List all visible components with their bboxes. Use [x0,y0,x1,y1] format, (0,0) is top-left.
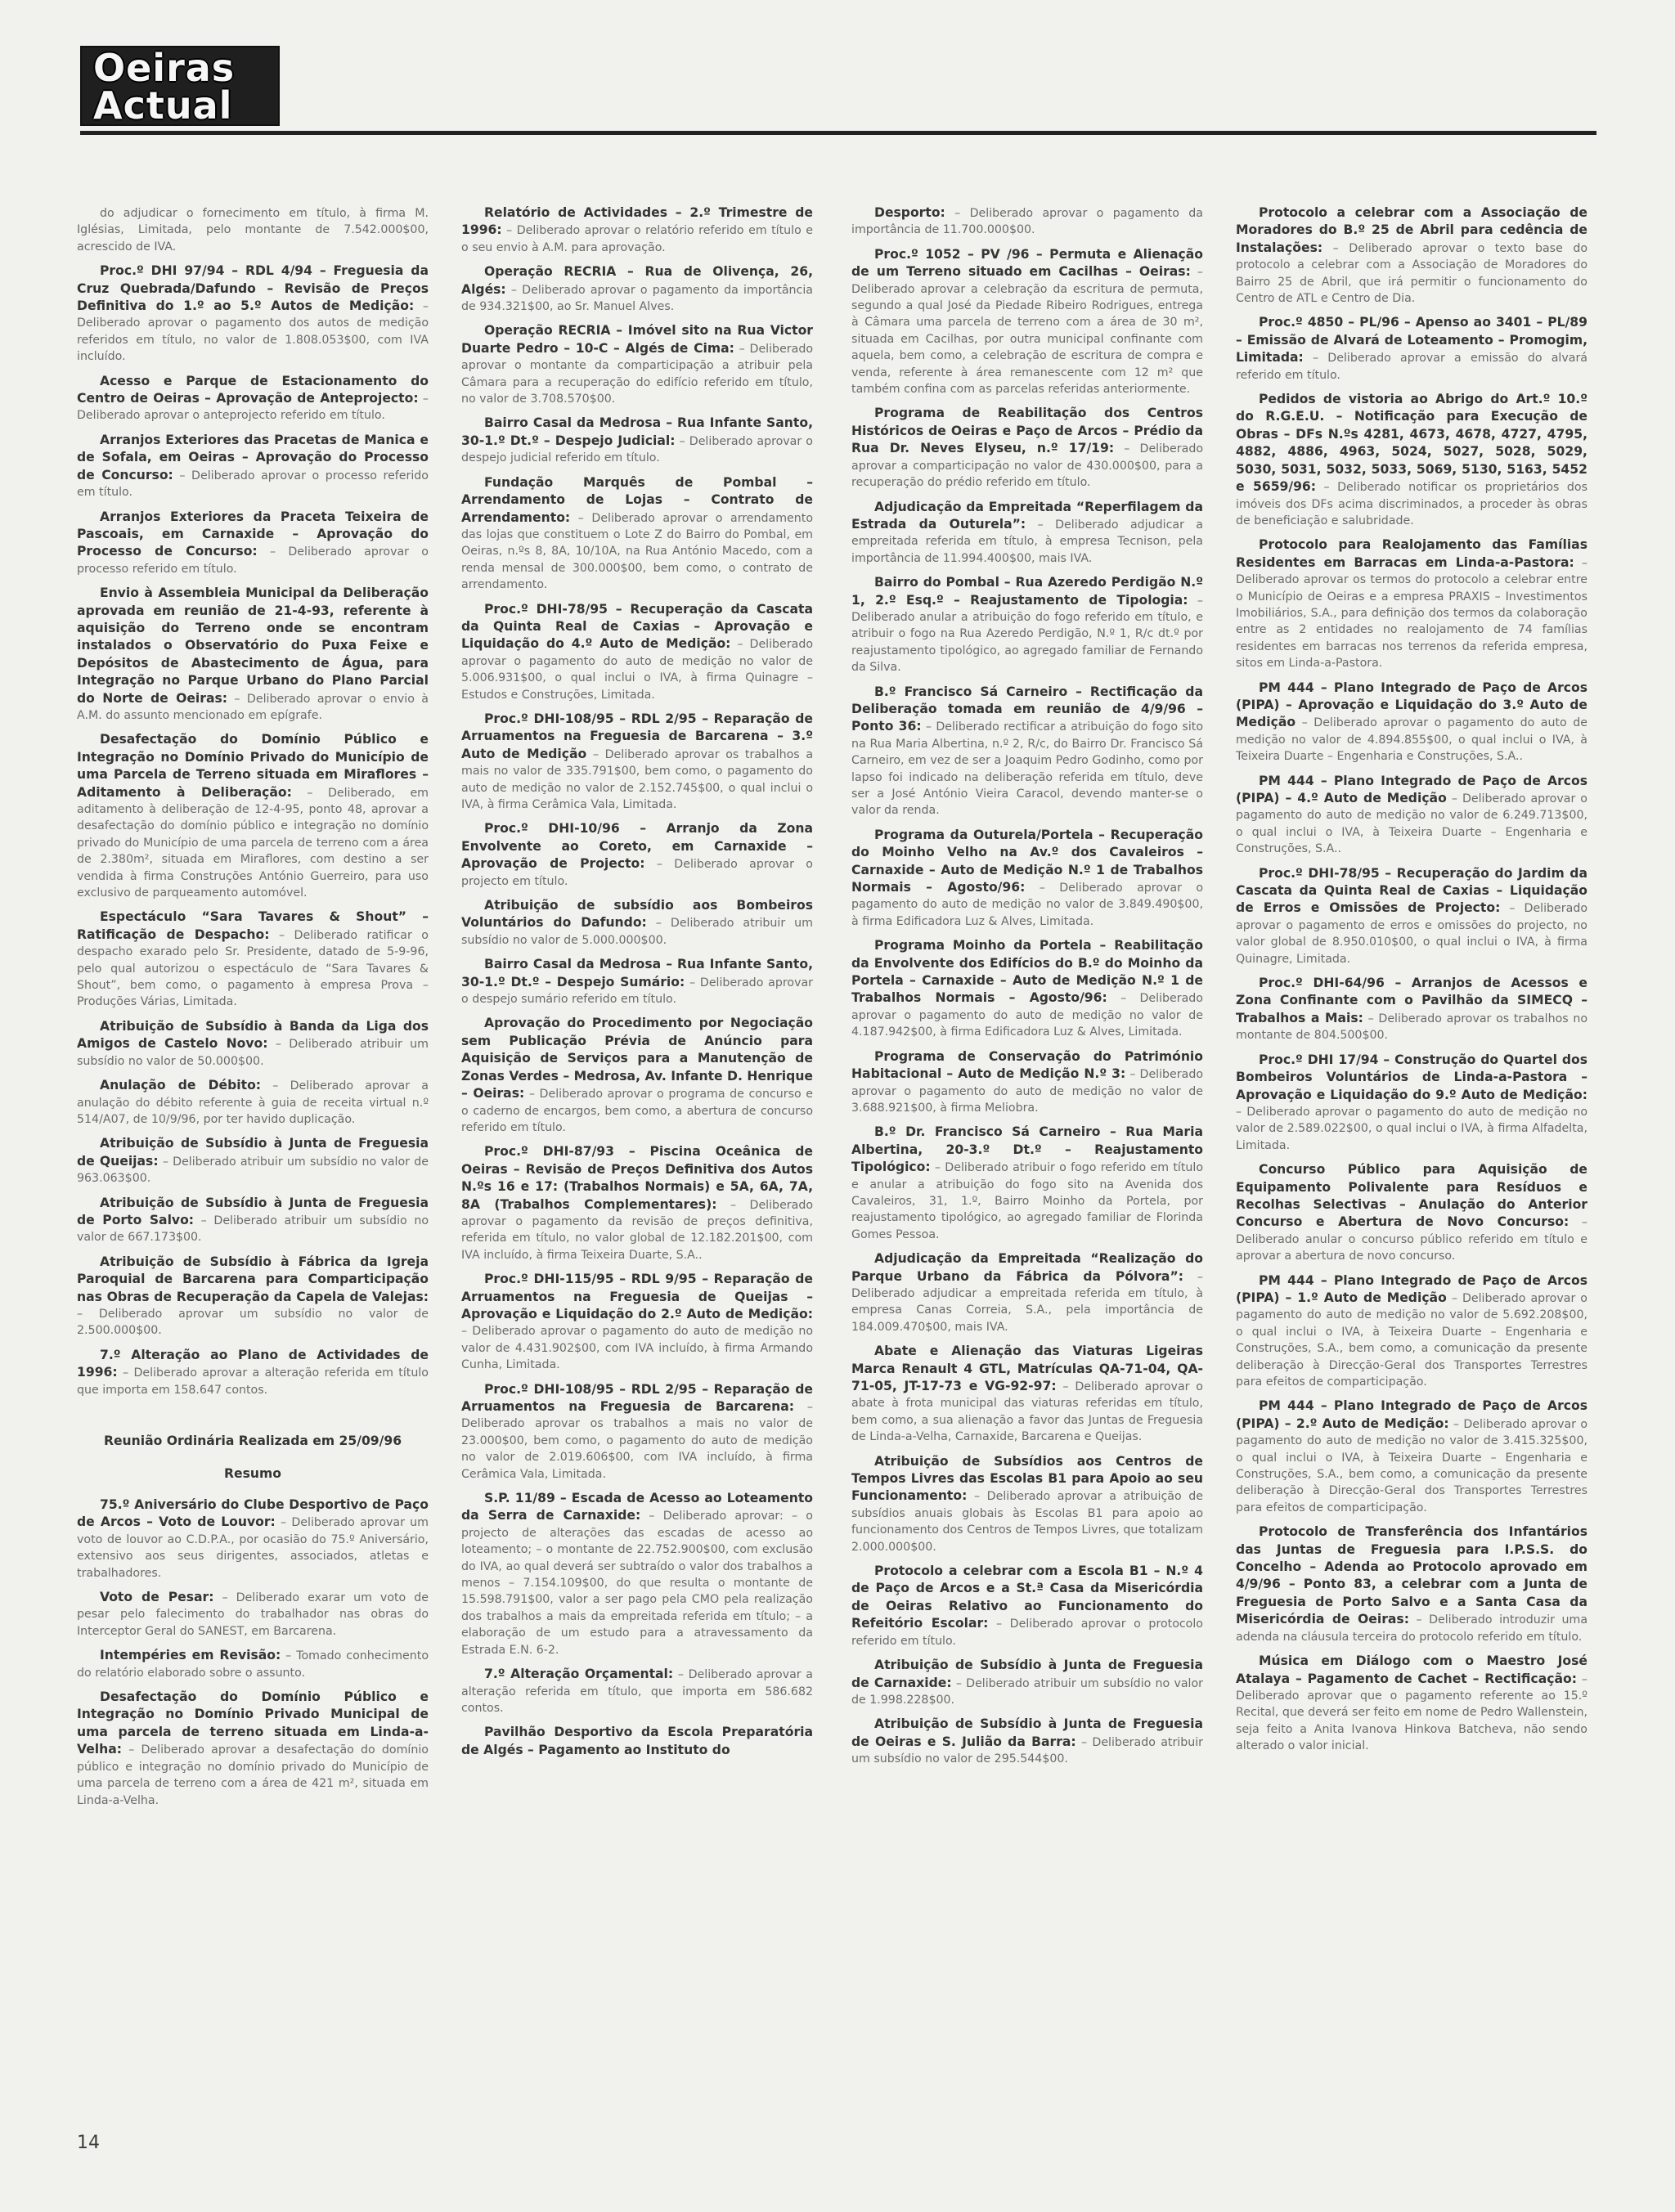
item-text: – Deliberado aprovar o arrendamento das lojas que constituem o Lote Z do Bairro do Pombal, em Oeiras, n.ºs 8, 8A, 10/10A, na Rua António Macedo, com a renda mensal de 300.000$00, bem como, o contrato de arrendamento. [461,511,813,592]
item-heading: Desafectação do Domínio Público e Integração no Domínio Privado Municipal de uma parcela de terreno situada em Linda-a-Velha: [77,1689,429,1757]
item-text: – Deliberado adjudicar a empreitada referida em título, à empresa Tecnison, pela importância de 11.994.400$00, mais IVA. [851,518,1203,565]
minute-item [461,1724,813,1759]
item-heading: Desporto: [874,205,945,220]
minute-item [77,731,429,901]
item-text: – Deliberado aprovar o texto base do protocolo a celebrar com a Associação de Moradores do Bairro 25 de Abril, que irá permitir o funcionamento do Centro de ATL e Centro de Dia. [1236,241,1587,306]
minute-item [1236,1653,1587,1754]
minute-item [77,1347,429,1398]
minute-item [461,415,813,466]
minute-item [461,474,813,594]
item-heading: B.º Francisco Sá Carneiro – Rectificação da Deliberação tomada em reunião de 4/9/96 – Ponto 36: [851,684,1203,734]
minute-item [851,827,1203,930]
minute-item [851,1250,1203,1335]
item-heading: Proc.º DHI-115/95 – RDL 9/95 – Reparação de Arruamentos na Freguesia de Queijas – Aprovação e Liquidação do 2.º Auto de Medição: [461,1272,813,1321]
section-heading: Resumo [224,1466,281,1481]
item-text: – Deliberado aprovar o processo referido em título. [77,469,429,500]
minute-item [77,1195,429,1246]
item-text: – Deliberado anular a atribuição do fogo referido em título, e atribuir o fogo na Rua Azeredo Perdigão, N.º 1, R/c dt.º por reajustamento tipológico, ao agregado familiar de Fernando da Silva. [851,594,1203,675]
minute-item [1236,1398,1587,1516]
item-text: – Deliberado exarar um voto de pesar pelo falecimento do trabalhador nas obras do Interceptor Geral do SANEST, em Barcarena. [77,1591,429,1638]
item-text: – Deliberado atribuir um subsídio no valor de 1.998.228$00. [851,1676,1203,1707]
item-text: do adjudicar o fornecimento em título, à firma M. Iglésias, Limitada, pelo montante de 7.542.000$00, acrescido de IVA. [77,207,429,254]
item-text: – Deliberado atribuir um subsídio no valor de 50.000$00. [77,1038,429,1068]
minute-item [1236,314,1587,384]
item-text: – Deliberado aprovar o processo referido em título. [77,545,429,576]
item-text: – Deliberado aprovar o protocolo referido em título. [851,1617,1203,1648]
minute-item [1236,1052,1587,1154]
item-heading: Música em Diálogo com o Maestro José Atalaya – Pagamento de Cachet – Rectificação: [1236,1653,1587,1686]
item-text: – Deliberado, em aditamento à deliberação de 12-4-95, ponto 48, aprovar a desafectação do domínio público e integração no domínio privado do Município de uma parcela de terreno com a área de 2.380m², situada em Miraflores, com destino a ser vendida à firma Construções António Guerreiro, para uso exclusivo de parqueamento automóvel. [77,786,429,900]
minute-item [461,956,813,1007]
item-text: – Deliberado aprovar os trabalhos a mais no valor de 23.000$00, bem como, o pagamento do auto de medição no valor de 2.019.606$00, com IVA incluído, à firma Cerâmica Vala, Limitada. [461,1401,813,1481]
item-text: – Deliberado aprovar o anteprojecto referido em título. [77,393,429,423]
item-text: – Deliberado aprovar a atribuição de subsídios anuais globais às Escolas B1 para apoio ao funcionamento dos Centros de Tempos Livres, que totalizam 2.000.000$00. [851,1490,1203,1554]
minute-item [461,1271,813,1373]
item-heading: Operação RECRIA – Rua de Olivença, 26, Algés: [461,264,813,297]
item-heading: S.P. 11/89 – Escada de Acesso ao Loteamento da Serra de Carnaxide: [461,1491,813,1523]
item-heading: Proc.º DHI-78/95 – Recuperação da Cascata da Quinta Real de Caxias – Aprovação e Liquidação do 4.º Auto de Medição: [461,601,813,652]
minute-item [461,1490,813,1658]
item-heading: Proc.º DHI-64/96 – Arranjos de Acessos e Zona Confinante com o Pavilhão da SIMECQ – Trabalhos a Mais: [1236,976,1587,1025]
item-heading: Espectáculo “Sara Tavares & Shout” – Ratificação de Despacho: [77,909,429,942]
minute-item [851,246,1203,398]
minute-item [461,1381,813,1483]
item-text: – Deliberado aprovar o projecto em título. [461,858,813,888]
item-heading: Aprovação do Procedimento por Negociação sem Publicação Prévia de Anúncio para Aquisição de Serviços para a Manutenção de Zonas Verdes – Medrosa, Av. Infante D. Henrique – Oeiras: [461,1016,813,1102]
minute-item [77,1135,429,1187]
minute-item [77,1254,429,1339]
item-heading: PM 444 – Plano Integrado de Paço de Arcos (PIPA) – 2.º Auto de Medição: [1236,1398,1587,1431]
item-text: – Deliberado atribuir um subsídio no valor de 963.063$00. [77,1155,429,1186]
item-text: – Deliberado atribuir um subsídio no valor de 667.173$00. [77,1214,429,1245]
item-heading: Proc.º DHI-10/96 – Arranjo da Zona Envolvente ao Coreto, em Carnaxide – Aprovação de Projecto: [461,821,813,872]
item-text: – Deliberado atribuir o fogo referido em título e anular a atribuição do fogo sito na Avenida dos Cavaleiros, 31, 1.º, Bairro Moinho da Portela, por reajustamento tipológico, ao agregado familiar de Florinda Gomes Pessoa. [851,1161,1203,1241]
item-text: – Deliberado aprovar o pagamento de erros e omissões do projecto, no valor global de 8.950.010$00, o qual inclui o IVA, à firma Quinagre, Limitada. [1236,902,1587,966]
item-text: – Deliberado aprovar o despejo judicial referido em título. [461,434,813,465]
item-heading: Proc.º DHI 17/94 – Construção do Quartel dos Bombeiros Voluntários de Linda-a-Pastora – Aprovação e Liquidação do 9.º Auto de Medição: [1236,1052,1587,1102]
item-text: – Deliberado aprovar o pagamento do auto de medição no valor de 5.006.931$00, o qual inclui o IVA, à firma Quinagre – Estudos e Construções, Limitada. [461,638,813,702]
item-heading: Pavilhão Desportivo da Escola Preparatória de Algés – Pagamento ao Instituto do [461,1725,813,1757]
minute-item [1236,391,1587,529]
item-text: – Deliberado aprovar a alteração referida em título que importa em 158.647 contos. [77,1366,429,1397]
item-text: – Deliberado atribuir um subsídio no valor de 5.000.000$00. [461,917,813,947]
text-column-1 [77,204,429,2110]
text-column-4 [1236,204,1587,2110]
item-heading: B.º Dr. Francisco Sá Carneiro – Rua Maria Albertina, 20-3.º Dt.º – Reajustamento Tipológico: [851,1124,1203,1175]
item-heading: Atribuição de subsídio aos Bombeiros Voluntários do Dafundo: [461,898,813,931]
minute-item [1236,680,1587,765]
item-heading: Adjudicação da Empreitada “Reperfilagem da Estrada da Outurela”: [851,499,1203,532]
minute-item [851,1563,1203,1649]
minute-item [461,263,813,315]
minute-item [77,1496,429,1582]
item-heading: Abate e Alienação das Viaturas Ligeiras Marca Renault 4 GTL, Matrículas QA-71-04, QA-71-05, JT-17-73 e VG-92-97: [851,1344,1203,1393]
minute-item [851,499,1203,568]
minute-item [77,1589,429,1640]
item-heading: Atribuição de Subsídio à Junta de Freguesia de Porto Salvo: [77,1195,429,1227]
minute-item [461,820,813,890]
minute-item [461,1666,813,1716]
item-heading: PM 444 – Plano Integrado de Paço de Arcos (PIPA) – 4.º Auto de Medição [1236,773,1587,805]
item-heading: Atribuição de Subsídio à Banda da Liga dos Amigos de Castelo Novo: [77,1018,429,1052]
item-text: – Deliberado aprovar que o pagamento referente ao 15.º Recital, que deverá ser feito em nome de Pedro Wallenstein, seja feito a Anita Ivanova Hinkova Batcheva, não sendo alterado o valor inicial. [1236,1672,1587,1753]
item-heading: Proc.º DHI-87/93 – Piscina Oceânica de Oeiras – Revisão de Preços Definitiva dos Autos N.ºs 16 e 17: (Trabalhos Normais) e 5A, 6A, 7A, 8A (Trabalhos Complementares): [461,1144,813,1212]
text-column-3 [851,204,1203,2110]
item-text: – Deliberado aprovar o envio à A.M. do assunto mencionado em epígrafe. [77,692,429,722]
item-heading: Protocolo para Realojamento das Famílias Residentes em Barracas em Linda-a-Pastora: [1236,537,1587,570]
minute-item [851,574,1203,675]
minute-item [461,711,813,813]
item-heading: Protocolo de Transferência dos Infantários das Juntas de Freguesia para I.P.S.S. do Concelho – Adenda ao Protocolo aprovado em 4/9/96 – Ponto 83, a celebrar com a Junta de Freguesia de Porto Salvo e a Santa Casa da Misericórdia de Oeiras: [1236,1524,1587,1627]
minute-item [77,585,429,724]
item-heading: Bairro Casal da Medrosa – Rua Infante Santo, 30-1.º Dt.º – Despejo Judicial: [461,415,813,448]
item-heading: Desafectação do Domínio Público e Integração no Domínio Privado do Município de uma Parcela de Terreno situada em Miraflores – Aditamento à Deliberação: [77,732,429,800]
minute-item [1236,975,1587,1044]
item-text: – Deliberado aprovar os trabalhos no montante de 804.500$00. [1236,1012,1587,1043]
item-text: – Deliberado aprovar um subsídio no valor de 2.500.000$00. [77,1307,429,1338]
item-heading: Envio à Assembleia Municipal da Deliberação aprovada em reunião de 21-4-93, referente à aquisição do Terreno onde se encontram instalados o Observatório do Puxa Feixe e Depósitos de Abastecimento de Água, para Integração no Parque Urbano do Plano Parcial do Norte de Oeiras: [77,586,429,706]
item-text: – Deliberado aprovar o pagamento do auto de medição no valor de 3.849.490$00, à firma Edificadora Luz & Alves, Limitada. [851,882,1203,928]
item-text: – Deliberado aprovar o pagamento do auto de medição no valor de 4.187.942$00, à firma Edificadora Luz & Alves, Limitada. [851,992,1203,1039]
item-text: – Deliberado aprovar o pagamento da importância de 934.321$00, ao Sr. Manuel Alves. [461,283,813,314]
item-heading: Relatório de Actividades – 2.º Trimestre de 1996: [461,205,813,238]
item-heading: Atribuição de Subsídio à Fábrica da Igreja Paroquial de Barcarena para Comparticipação nas Obras de Recuperação da Capela de Valejas: [77,1254,429,1304]
item-heading: Bairro do Pombal – Rua Azeredo Perdigão N.º 1, 2.º Esq.º – Reajustamento de Tipologia: [851,575,1203,608]
text-column-2 [461,204,813,2110]
item-heading: PM 444 – Plano Integrado de Paço de Arcos (PIPA) – Aprovação e Liquidação do 3.º Auto de Medição [1236,680,1587,730]
item-text: – Deliberado notificar os proprietários dos imóveis dos DFs acima discriminados, a proceder às obras de beneficiação e salubridade. [1236,481,1587,527]
minute-item [851,937,1203,1040]
minute-item [851,1343,1203,1445]
item-text: – Deliberado introduzir uma adenda na cláusula terceira do protocolo referido em título. [1236,1613,1587,1644]
item-heading: Proc.º DHI-108/95 – RDL 2/95 – Reparação de Arruamentos na Freguesia de Barcarena – 3.º Auto de Medição [461,711,813,761]
minute-item [77,262,429,365]
item-heading: Programa de Reabilitação dos Centros Históricos de Oeiras e Paço de Arcos – Prédio da Rua Dr. Neves Elyseu, n.º 17/19: [851,406,1203,456]
item-text: – Deliberado aprovar o pagamento da revisão de preços definitiva, referida em título, no valor global de 12.182.201$00, com IVA incluído, à firma Teixeira Duarte, S.A.. [461,1198,813,1262]
item-text: – Deliberado rectificar a atribuição do fogo sito na Rua Maria Albertina, n.º 2, R/c, do Bairro Dr. Francisco Sá Carneiro, em vez de ser a Joaquim Pedro Godinho, como por lapso foi indicado na deliberação referida em título, deve ser a José António Vieira Caracol, devendo manter-se o valor da renda. [851,720,1203,818]
item-heading: Fundação Marquês de Pombal – Arrendamento de Lojas – Contrato de Arrendamento: [461,474,813,525]
item-heading: Protocolo a celebrar com a Associação de Moradores do B.º 25 de Abril para cedência de Instalações: [1236,205,1587,255]
item-text: – Deliberado aprovar os termos do protocolo a celebrar entre o Município de Oeiras e a empresa PRAXIS – Investimentos Imobiliários, S.A., para definição dos termos da colaboração entre as 2 entidades no realojamento de 74 famílias residentes em barracas nos terrenos da referida empresa, sitos em Linda-a-Pastora. [1236,556,1587,671]
item-text: – Deliberado aprovar o programa de concurso e o caderno de encargos, bem como, a abertura de concurso referido em título. [461,1088,813,1134]
item-heading: Anulação de Débito: [100,1078,262,1093]
header-rule [80,131,1596,135]
item-heading: Proc.º DHI-78/95 – Recuperação do Jardim da Cascata da Quinta Real de Caxias – Liquidação de Erros e Omissões de Projecto: [1236,865,1587,916]
item-text: – Deliberado aprovar a anulação do débito referente à guia de receita virtual n.º 514/A07, de 10/9/96, por ter havido duplicação. [77,1079,429,1126]
item-text: – Deliberado aprovar o pagamento do auto de medição no valor de 4.431.902$00, com IVA incluído, à firma Armando Cunha, Limitada. [461,1325,813,1372]
minute-item [851,1657,1203,1708]
minute-item [851,1048,1203,1117]
item-heading: Protocolo a celebrar com a Escola B1 – N.º 4 de Paço de Arcos e a St.ª Casa da Misericórdia de Oeiras Relativo ao Funcionamento do Refeitório Escolar: [851,1564,1203,1631]
item-heading: Adjudicação da Empreitada “Realização do Parque Urbano da Fábrica da Pólvora”: [851,1251,1203,1284]
item-heading: Arranjos Exteriores da Praceta Teixeira de Pascoais, em Carnaxide – Aprovação do Processo de Concurso: [77,509,429,559]
item-heading: Programa Moinho da Portela – Reabilitação da Envolvente dos Edifícios do B.º do Moinho da Portela – Carnaxide – Auto de Medição N.º 1 de Trabalhos Normais – Agosto/96: [851,938,1203,1006]
item-text: – Deliberado adjudicar a empreitada referida em título, à empresa Canas Correia, S.A., pela importância de 184.009.470$00, mais IVA. [851,1270,1203,1334]
item-text: – Deliberado aprovar o pagamento do auto de medição no valor de 3.688.921$00, à firma Meliobra. [851,1068,1203,1115]
item-text: – Deliberado aprovar a emissão do alvará referido em título. [1236,352,1587,382]
item-heading: Atribuição de Subsídio à Junta de Freguesia de Carnaxide: [851,1658,1203,1690]
minute-item [461,601,813,703]
item-heading: Programa da Outurela/Portela – Recuperação do Moinho Velho na Av.º dos Cavaleiros – Carnaxide – Auto de Medição N.º 1 de Trabalhos Normais – Agosto/96: [851,827,1203,895]
minute-item [77,373,429,424]
minute-item [851,204,1203,239]
item-heading: Atribuição de Subsídio à Junta de Freguesia de Queijas: [77,1136,429,1169]
item-heading: Proc.º 4850 – PL/96 – Apenso ao 3401 – PL/89 – Emissão de Alvará de Loteamento – Promogim, Limitada: [1236,315,1587,366]
item-text: – Deliberado aprovar o abate à frota municipal das viaturas referidas em título, bem como, a sua alienação a favor das Juntas de Freguesia de Linda-a-Velha, Carnaxide, Barcarena e Queijas. [851,1380,1203,1444]
item-text: – Deliberado aprovar o montante da comparticipação a atribuir pela Câmara para a recuperação do edifício referido em título, no valor de 3.708.570$00. [461,342,813,406]
item-text: – Deliberado aprovar: – o projecto de alterações das escadas de acesso ao loteamento; – o montante de 22.752.900$00, com exclusão do IVA, ao qual deverá ser subtraído o valor dos trabalhos a menos – 7.154.109$00, do que resulta o montante de 15.598.791$00, valor a ser pago pela CMO pela realização dos trabalhos a mais da empreitada referida em título; – a elaboração de um estudo para a atravessamento da Estrada E.N. 6-2. [461,1510,813,1657]
item-heading: Atribuição de Subsídio à Junta de Freguesia de Oeiras e S. Julião da Barra: [851,1716,1203,1749]
minute-item [851,405,1203,491]
logo-line-1: Oeiras [93,46,236,90]
item-heading: Proc.º 1052 – PV /96 – Permuta e Alienação de um Terreno situado em Cacilhas – Oeiras: [851,246,1203,280]
item-heading: 7.º Alteração ao Plano de Actividades de 1996: [77,1347,429,1380]
item-heading: Programa de Conservação do Património Habitacional – Auto de Medição N.º 3: [851,1048,1203,1082]
minute-item [77,432,429,501]
item-heading: PM 444 – Plano Integrado de Paço de Arcos (PIPA) – 1.º Auto de Medição [1236,1272,1587,1305]
minute-item [461,322,813,407]
minute-item [1236,865,1587,967]
minute-item [461,1015,813,1136]
minute-item [77,1018,429,1070]
item-text: – Deliberado aprovar o pagamento do auto de medição no valor de 3.415.325$00, o qual inclui o IVA, à Teixeira Duarte – Engenharia e Construções, S.A., bem como, a comunicação da presente deliberação à Direcção-Geral dos Transportes Terrestres para efeitos de comparticipação. [1236,1417,1587,1514]
minute-item [1236,773,1587,858]
item-heading: Concurso Público para Aquisição de Equipamento Polivalente para Resíduos e Recolhas Selectivas – Anulação do Anterior Concurso e Abertura de Novo Concurso: [1236,1162,1587,1230]
minute-item [1236,204,1587,307]
item-text: – Deliberado aprovar o relatório referido em título e o seu envio à A.M. para aprovação. [461,224,813,254]
minute-item [851,1124,1203,1243]
item-heading: Bairro Casal da Medrosa – Rua Infante Santo, 30-1.º Dt.º – Despejo Sumário: [461,957,813,989]
minute-item [851,684,1203,819]
item-heading: 7.º Alteração Orçamental: [484,1667,674,1682]
item-heading: 75.º Aniversário do Clube Desportivo de Paço de Arcos – Voto de Louvor: [77,1497,429,1530]
minute-item [1236,1523,1587,1645]
item-text: – Deliberado aprovar a alteração referida em título, que importa em 586.682 contos. [461,1668,813,1715]
minute-item [77,909,429,1010]
item-text: – Deliberado aprovar o pagamento da importância de 11.700.000$00. [851,207,1203,237]
item-heading: Acesso e Parque de Estacionamento do Centro de Oeiras – Aprovação de Anteprojecto: [77,373,429,406]
minute-item [77,1689,429,1809]
item-heading: Intempéries em Revisão: [100,1648,281,1663]
item-text: – Deliberado aprovar a celebração da escritura de permuta, segundo a qual José da Piedade Ribeiro Rodrigues, entrega à Câmara uma parcela de terreno com a área de 30 m², situada em Cacilhas, por outra municipal confinante com aquela, bem como, a celebração de escritura de compra e venda, referente à área remanescente com 12 m² que também confina com as parcelas referidas anteriormente. [851,266,1203,397]
minute-item [1236,536,1587,671]
minute-item [77,1077,429,1128]
item-text: – Deliberado anular o concurso público referido em título e aprovar a abertura de novo concurso. [1236,1216,1587,1263]
item-text: – Deliberado aprovar o pagamento do auto de medição no valor de 2.589.022$00, o qual inclui o IVA, à firma Alfadelta, Limitada. [1236,1105,1587,1152]
section-heading: Reunião Ordinária Realizada em 25/09/96 [103,1434,402,1448]
item-heading: Pedidos de vistoria ao Abrigo do Art.º 10.º do R.G.E.U. – Notificação para Execução de Obras – DFs N.ºs 4281, 4673, 4678, 4727, 4795, 4882, 4886, 4963, 5024, 5027, 5028, 5029, 5030, 5031, 5032, 5033, 5069, 5130, 5163, 5452 e 5659/96: [1236,392,1587,495]
item-text: – Deliberado aprovar o pagamento dos autos de medição referidos em título, no valor de 1.808.053$00, com IVA incluído. [77,300,429,364]
item-text: – Deliberado ratificar o despacho exarado pelo Sr. Presidente, datado de 5-9-96, pelo qual autorizou o espectáculo de “Sara Tavares & Shout”, bem como, o pagamento à empresa Prova – Produções Várias, Limitada. [77,928,429,1009]
item-text: – Deliberado aprovar os trabalhos a mais no valor de 335.791$00, bem como, o pagamento do auto de medição no valor de 2.152.745$00, o qual inclui o IVA, à firma Cerâmica Vala, Limitada. [461,747,813,811]
item-text: – Deliberado aprovar o pagamento do auto de medição no valor de 6.249.713$00, o qual inclui o IVA, à Teixeira Duarte – Engenharia e Construções, S.A.. [1236,792,1587,856]
item-heading: Proc.º DHI-108/95 – RDL 2/95 – Reparação de Arruamentos na Freguesia de Barcarena: [461,1381,813,1414]
minute-item [461,1143,813,1263]
item-text: – Deliberado aprovar o pagamento do auto de medição no valor de 5.692.208$00, o qual inclui o IVA, à Teixeira Duarte – Engenharia e Construções, S.A., bem como, a comunicação da presente deliberação à Direcção-Geral dos Transportes Terrestres para efeitos de comparticipação. [1236,1291,1587,1389]
item-heading: Operação RECRIA – Imóvel sito na Rua Victor Duarte Pedro – 10-C – Algés de Cima: [461,323,813,356]
item-heading: Proc.º DHI 97/94 – RDL 4/94 – Freguesia da Cruz Quebrada/Dafundo – Revisão de Preços Definitiva do 1.º ao 5.º Autos de Medição: [77,263,429,314]
minute-item [461,204,813,256]
item-heading: Arranjos Exteriores das Pracetas de Manica e de Sofala, em Oeiras – Aprovação do Processo de Concurso: [77,432,429,482]
minute-item [1236,1161,1587,1264]
logo-line-2: Actual [93,83,233,128]
minute-item [1236,1272,1587,1391]
minute-item [77,204,429,255]
minute-item [77,509,429,578]
minute-item [77,1647,429,1681]
oeiras-actual-logo [80,46,280,126]
minute-item [461,897,813,949]
page-number: 14 [77,2133,100,2153]
item-text: – Deliberado aprovar o pagamento do auto de medição no valor de 4.894.855$00, o qual inclui o IVA, à Teixeira Duarte – Engenharia e Construções, S.A.. [1236,716,1587,764]
minute-item [851,1716,1203,1767]
item-text: – Tomado conhecimento do relatório elaborado sobre o assunto. [77,1649,429,1680]
item-text: – Deliberado aprovar um voto de louvor ao C.D.P.A., por ocasião do 75.º Aniversário, extensivo aos seus dirigentes, associados, atletas e trabalhadores. [77,1516,429,1580]
item-text: – Deliberado atribuir um subsídio no valor de 295.544$00. [851,1735,1203,1766]
minute-item [851,1453,1203,1555]
item-heading: Atribuição de Subsídios aos Centros de Tempos Livres das Escolas B1 para Apoio ao seu Funcionamento: [851,1453,1203,1504]
item-text: – Deliberado aprovar a comparticipação no valor de 430.000$00, para a recuperação do prédio referido em título. [851,442,1203,490]
item-heading: Voto de Pesar: [100,1590,214,1605]
item-text: – Deliberado aprovar o despejo sumário referido em título. [461,976,813,1007]
item-text: – Deliberado aprovar a desafectação do domínio público e integração no domínio privado do Município de uma parcela de terreno com a área de 421 m², situada em Linda-a-Velha. [77,1743,429,1807]
